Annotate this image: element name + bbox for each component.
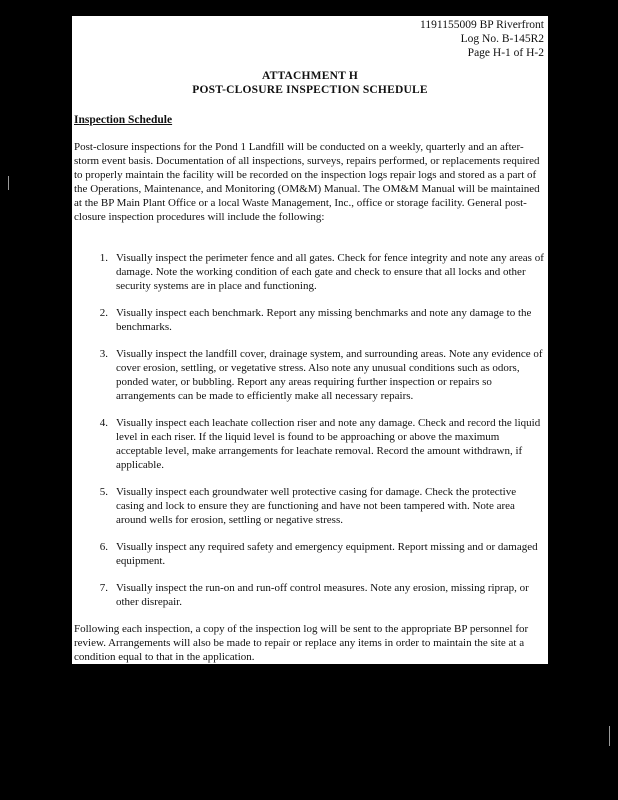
list-item	[72, 540, 544, 568]
section-heading: Inspection Schedule	[74, 114, 173, 126]
item-number: 7.	[99, 582, 108, 594]
item-number: 3.	[99, 348, 108, 360]
list-item	[72, 251, 544, 293]
attachment-title: ATTACHMENT H	[261, 70, 358, 82]
header-page-number: Page H-1 of H-2	[467, 47, 544, 59]
item-text: Visually inspect each groundwater well protective casing for damage. Check the protective casing and lock to ensure they are functioning and have not been tampered with. Note area around wells for erosion, settling or negative stress.	[116, 486, 517, 526]
item-number: 1.	[99, 252, 108, 264]
item-text: Visually inspect each benchmark. Report any missing benchmarks and note any damage to the benchmarks.	[116, 307, 532, 333]
item-number: 2.	[99, 307, 108, 319]
item-number: 6.	[99, 541, 108, 553]
item-text: Visually inspect any required safety and emergency equipment. Report missing and or damaged equipment.	[116, 541, 538, 567]
list-item	[72, 485, 544, 527]
item-number: 5.	[99, 486, 108, 498]
document-header	[420, 18, 544, 60]
list-item	[72, 347, 544, 403]
list-item	[72, 306, 544, 334]
header-doc-id: 1191155009 BP Riverfront	[420, 19, 544, 31]
scan-edge-left	[8, 176, 9, 190]
scan-edge-right	[609, 726, 610, 746]
item-number: 4.	[99, 417, 108, 429]
item-text: Visually inspect the run-on and run-off control measures. Note any erosion, missing riprap, or other disrepair.	[116, 582, 529, 608]
schedule-heading: POST-CLOSURE INSPECTION SCHEDULE	[192, 84, 428, 96]
closing-paragraph: Following each inspection, a copy of the inspection log will be sent to the appropriate BP personnel for review. Arrangements will also be made to repair or replace any items in order to maintain the site at a condition equal to that in the application.	[74, 623, 529, 663]
document-page	[72, 16, 548, 664]
item-text: Visually inspect the landfill cover, drainage system, and surrounding areas. Note any evidence of cover erosion, settling, or vegetative stress. Also note any unusual conditions such as odors, ponded water, or bubbling. Report any areas requiring further inspection or repairs so arrangements can be made to efficiently make all necessary repairs.	[116, 348, 543, 402]
intro-paragraph: Post-closure inspections for the Pond 1 Landfill will be conducted on a weekly, quarterly and an after-storm event basis. Documentation of all inspections, surveys, repairs performed, or replacements required to properly maintain the facility will be recorded on the inspection logs repair logs and stored as a part of the Operations, Maintenance, and Monitoring (OM&M) Manual. The OM&M Manual will be maintained at the BP Main Plant Office or a local Waste Management, Inc., office or storage facility. General post-closure inspection procedures will include the following:	[74, 141, 540, 223]
item-text: Visually inspect each leachate collection riser and note any damage. Check and record the liquid level in each riser. If the liquid level is found to be approaching or above the maximum acceptable level, make arrangements for leachate removal. Record the amount withdrawn, if applicable.	[116, 417, 541, 471]
item-text: Visually inspect the perimeter fence and all gates. Check for fence integrity and note any areas of damage. Note the working condition of each gate and check to ensure that all locks and other security systems are in place and functioning.	[116, 252, 544, 292]
list-item	[72, 581, 544, 609]
list-item	[72, 416, 544, 472]
header-log-number: Log No. B-145R2	[460, 33, 544, 45]
